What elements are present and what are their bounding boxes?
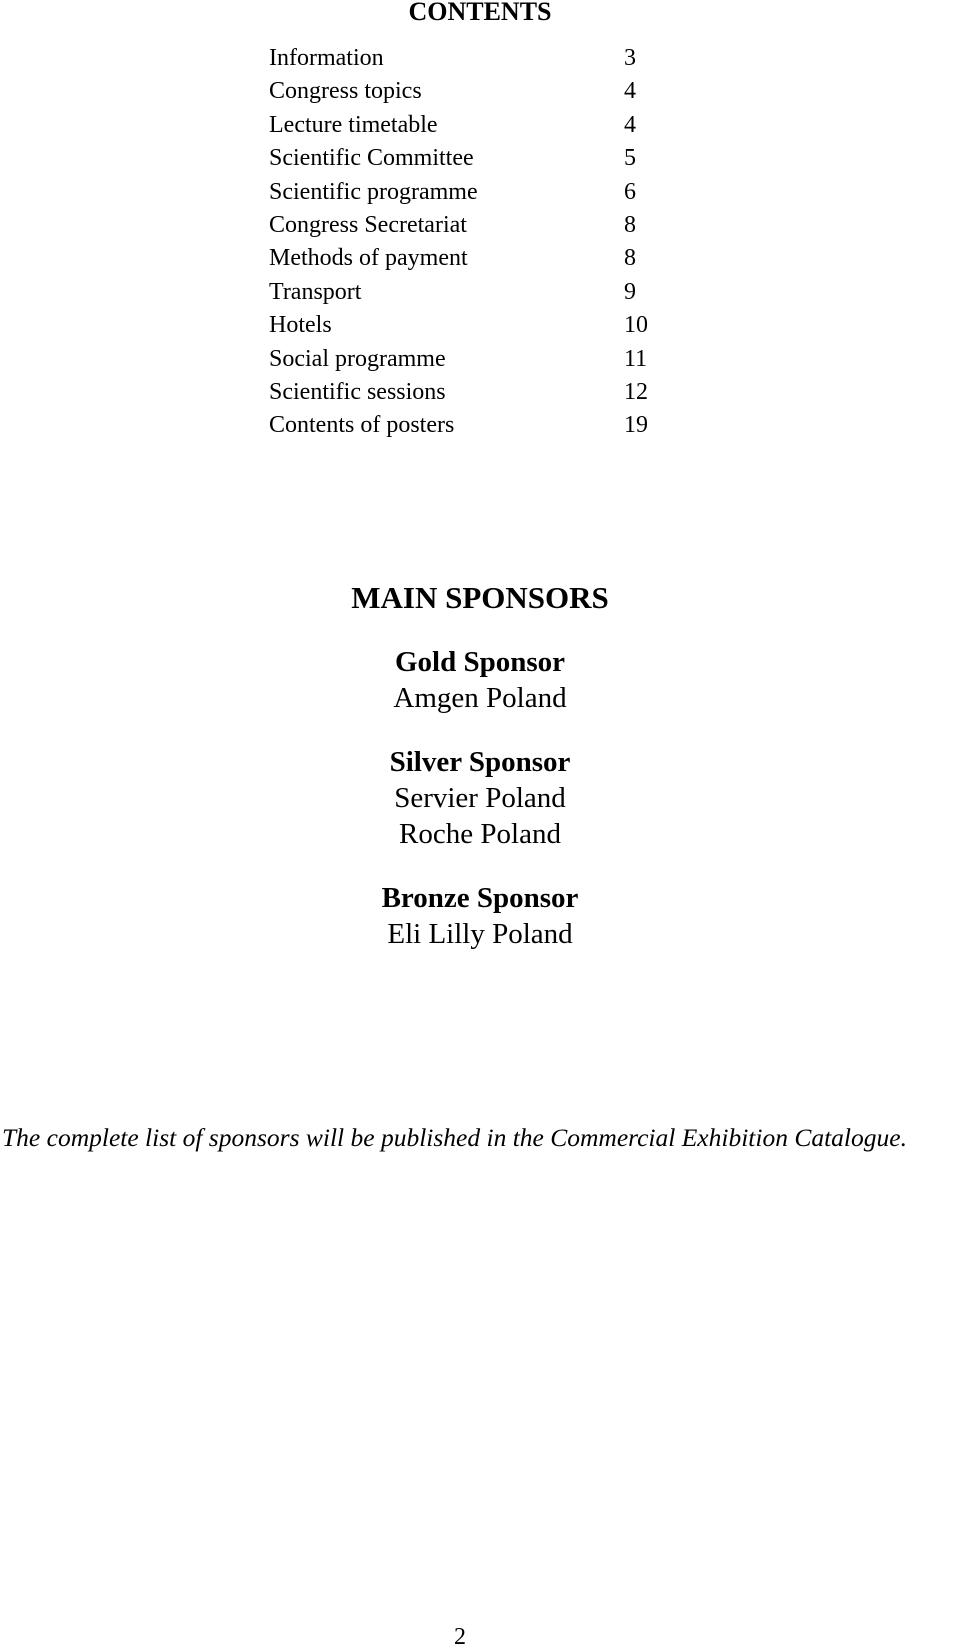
toc-item-label: Information bbox=[269, 45, 384, 71]
sponsor-name: Amgen Poland bbox=[393, 682, 567, 714]
toc-item-page: 11 bbox=[624, 345, 648, 372]
toc-item-page: 8 bbox=[624, 245, 636, 272]
sponsor-tier-name: Bronze Sponsor bbox=[381, 882, 579, 914]
sponsor-tier-name: Silver Sponsor bbox=[389, 746, 571, 778]
toc-item-page: 5 bbox=[624, 145, 636, 172]
toc-item-page: 3 bbox=[624, 45, 636, 71]
toc-item-page: 4 bbox=[624, 111, 636, 138]
toc-item-congress-secretariat bbox=[269, 209, 649, 242]
toc-item-label: Contents of posters bbox=[269, 412, 455, 439]
toc-item-label: Methods of payment bbox=[269, 245, 468, 272]
toc-item-page: 4 bbox=[624, 78, 636, 105]
toc-item-social-programme bbox=[269, 343, 649, 376]
toc-item-hotels bbox=[269, 309, 649, 342]
sponsor-tier-name: Gold Sponsor bbox=[394, 646, 566, 678]
toc-item-page: 8 bbox=[624, 211, 636, 238]
page-number: 2 bbox=[454, 1624, 466, 1650]
toc-item-page: 10 bbox=[624, 312, 648, 339]
main-sponsors-title: MAIN SPONSORS bbox=[351, 580, 609, 615]
sponsor-name: Eli Lilly Poland bbox=[387, 918, 573, 950]
toc-item-label: Hotels bbox=[269, 312, 332, 339]
toc-item-methods-of-payment bbox=[269, 242, 649, 275]
toc-item-congress-topics bbox=[269, 75, 649, 108]
toc-item-label: Scientific programme bbox=[269, 178, 478, 205]
contents-title: CONTENTS bbox=[408, 0, 552, 26]
toc-item-lecture-timetable bbox=[269, 109, 649, 142]
toc-item-page: 6 bbox=[624, 178, 636, 205]
toc-item-page: 9 bbox=[624, 278, 636, 305]
toc-item-label: Transport bbox=[269, 278, 362, 305]
toc-item-page: 12 bbox=[624, 378, 648, 405]
sponsor-tier-bronze bbox=[0, 880, 960, 952]
toc-item-label: Scientific Committee bbox=[269, 145, 474, 172]
toc-item-label: Lecture timetable bbox=[269, 111, 438, 138]
main-sponsors-section bbox=[0, 578, 960, 980]
sponsor-name: Roche Poland bbox=[399, 818, 561, 850]
toc-item-page: 19 bbox=[624, 412, 648, 439]
toc-item-label: Social programme bbox=[269, 345, 446, 372]
sponsor-name: Servier Poland bbox=[394, 782, 566, 814]
sponsor-tier-gold bbox=[0, 644, 960, 716]
toc-item-label: Scientific sessions bbox=[269, 378, 446, 405]
toc-item-label: Congress topics bbox=[269, 78, 422, 105]
sponsors-footnote: The complete list of sponsors will be published in the Commercial Exhibition Catalogue. bbox=[2, 1122, 907, 1152]
toc-item-scientific-sessions bbox=[269, 376, 649, 409]
table-of-contents bbox=[269, 42, 649, 443]
toc-item-scientific-programme bbox=[269, 176, 649, 209]
toc-item-information bbox=[269, 42, 649, 75]
toc-item-transport bbox=[269, 276, 649, 309]
sponsor-tier-silver bbox=[0, 744, 960, 852]
toc-item-contents-of-posters bbox=[269, 409, 649, 442]
toc-item-label: Congress Secretariat bbox=[269, 211, 467, 238]
toc-item-scientific-committee bbox=[269, 142, 649, 175]
